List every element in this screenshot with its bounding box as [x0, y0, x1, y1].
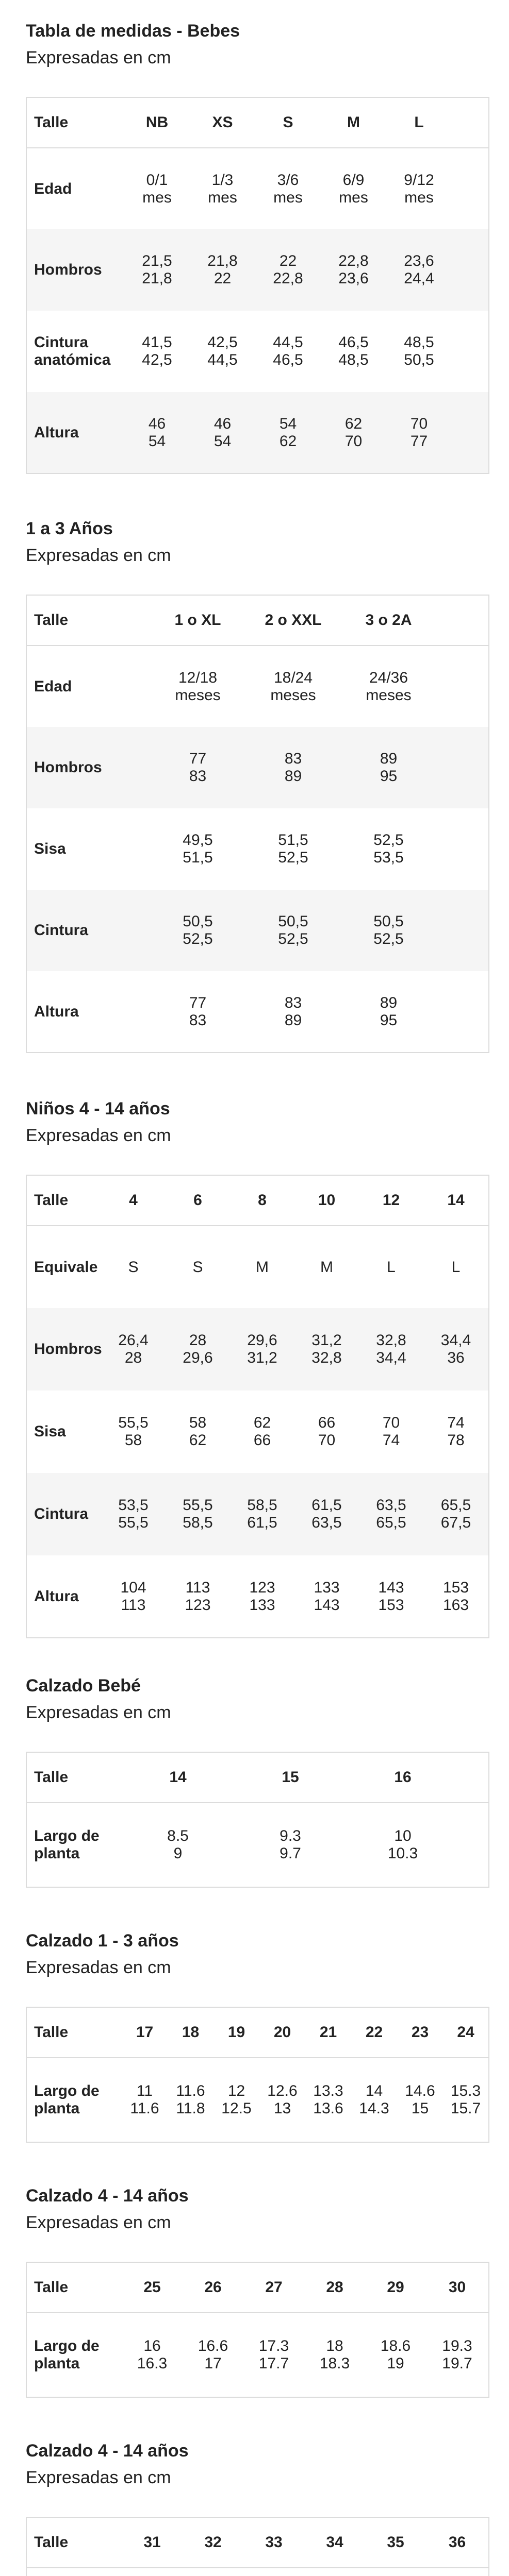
table-row: [26, 1308, 489, 1391]
table-cell: S: [192, 1258, 203, 1276]
table-row: [26, 971, 489, 1053]
size-header: 8: [230, 1175, 294, 1226]
table-row: [26, 890, 489, 971]
size-table: [26, 2517, 489, 2576]
header-label: Talle: [26, 2517, 122, 2568]
row-label: Cintura: [26, 1473, 101, 1555]
table-row: [26, 1803, 489, 1887]
table-cell: [183, 2568, 243, 2576]
section-title: Tabla de medidas - Bebes: [26, 21, 240, 41]
section-subtitle: Expresadas en cm: [26, 48, 171, 67]
size-header: 29: [365, 2262, 426, 2313]
table-cell: 17.3 17.7: [258, 2337, 289, 2372]
table-row: [26, 2568, 489, 2576]
section-subtitle: Expresadas en cm: [26, 546, 171, 565]
table-row: [26, 808, 489, 890]
table-row: [26, 1555, 489, 1638]
section-title: 1 a 3 Años: [26, 519, 113, 538]
table-cell: 50,5 52,5: [341, 890, 436, 971]
table-cell: 62 70: [321, 392, 386, 473]
table-row: [26, 148, 489, 229]
row-label: Cintura anatómica: [34, 334, 111, 368]
size-header: 14: [423, 1175, 489, 1226]
size-header: 36: [426, 2517, 489, 2568]
table-cell: 21,5 21,8: [124, 229, 190, 311]
size-header: 12: [359, 1175, 423, 1226]
section-title: Calzado 1 - 3 años: [26, 1931, 179, 1951]
table-cell: 14.6 15: [405, 2082, 435, 2117]
table-cell: 70 77: [386, 392, 452, 473]
size-header: 23: [397, 2007, 443, 2058]
table-cell: 70 74: [382, 1414, 400, 1449]
table-cell: 12.6 13: [267, 2082, 298, 2117]
size-table: [26, 2262, 489, 2398]
row-label: Edad: [34, 677, 72, 695]
row-label: [26, 2568, 122, 2576]
size-table: [26, 1175, 489, 1638]
size-table: [26, 595, 489, 1053]
table-cell: 16 16.3: [137, 2337, 168, 2372]
size-header: 10: [294, 1175, 359, 1226]
row-label: Equivale: [34, 1258, 98, 1276]
size-header: 19: [214, 2007, 259, 2058]
table-cell: 15.3 15.7: [450, 2082, 481, 2117]
table-row: [26, 2058, 489, 2142]
table-cell: [426, 2568, 489, 2576]
size-header: 34: [304, 2517, 365, 2568]
section-title: Calzado 4 - 14 años: [26, 2186, 189, 2206]
table-cell: 22 22,8: [255, 229, 321, 311]
table-cell: 55,5 58,5: [166, 1473, 230, 1555]
size-header: 2 o XXL: [245, 595, 341, 646]
size-header: 35: [365, 2517, 426, 2568]
table-cell: [304, 2568, 365, 2576]
table-row: [26, 1473, 489, 1555]
table-cell: 143 153: [378, 1579, 404, 1614]
size-header: NB: [124, 97, 190, 148]
table-header-row: [26, 595, 489, 646]
size-header: 30: [426, 2262, 489, 2313]
section-subtitle: Expresadas en cm: [26, 2468, 171, 2487]
table-cell: 18/24 meses: [270, 669, 316, 704]
row-label: Sisa: [34, 840, 66, 857]
table-cell: 1/3 mes: [208, 171, 237, 206]
table-cell: 13.3 13.6: [313, 2082, 343, 2117]
table-cell: 52,5 53,5: [373, 832, 404, 866]
header-label: Talle: [26, 1175, 101, 1226]
table-row: [26, 646, 489, 727]
table-cell: 55,5 58: [118, 1414, 149, 1449]
table-cell: [365, 2568, 426, 2576]
size-header: 21: [305, 2007, 351, 2058]
table-cell: 12 12.5: [221, 2082, 252, 2117]
size-header: 3 o 2A: [341, 595, 436, 646]
table-cell: 0/1 mes: [142, 171, 172, 206]
table-cell: 63,5 65,5: [359, 1473, 423, 1555]
table-cell: 14 14.3: [359, 2082, 389, 2117]
size-header: 26: [183, 2262, 243, 2313]
table-cell: 21,8 22: [190, 229, 255, 311]
size-table: [26, 2007, 489, 2143]
size-header: 17: [122, 2007, 168, 2058]
row-label: Hombros: [26, 229, 124, 311]
table-cell: 41,5 42,5: [142, 334, 172, 368]
section-subtitle: Expresadas en cm: [26, 1958, 171, 1977]
table-cell: 9.3 9.7: [280, 1827, 301, 1862]
table-cell: 133 143: [314, 1579, 340, 1614]
row-label: Altura: [26, 392, 124, 473]
table-cell: 8.5 9: [167, 1827, 189, 1862]
table-header-row: [26, 1752, 489, 1803]
table-cell: 18.6 19: [380, 2337, 411, 2372]
table-row: [26, 1391, 489, 1473]
table-cell: 6/9 mes: [339, 171, 368, 206]
table-cell: 16.6 17: [198, 2337, 228, 2372]
table-cell: 10 10.3: [387, 1827, 418, 1862]
table-cell: 65,5 67,5: [423, 1473, 489, 1555]
table-cell: 153 163: [442, 1579, 469, 1614]
row-label: Sisa: [34, 1423, 66, 1440]
table-cell: [243, 2568, 304, 2576]
table-cell: M: [320, 1258, 333, 1276]
table-cell: 19.3 19.7: [442, 2337, 472, 2372]
row-label: Largo de planta: [34, 1827, 100, 1862]
table-row: [26, 229, 489, 311]
table-cell: 113 123: [185, 1579, 211, 1614]
table-cell: 18 18.3: [319, 2337, 350, 2372]
table-cell: 46 54: [190, 392, 255, 473]
table-cell: L: [451, 1258, 461, 1276]
row-label: Hombros: [26, 1308, 101, 1391]
size-header: 28: [304, 2262, 365, 2313]
table-cell: 24/36 meses: [366, 669, 412, 704]
table-cell: 58 62: [189, 1414, 207, 1449]
table-cell: 104 113: [120, 1579, 146, 1614]
table-cell: 53,5 55,5: [101, 1473, 166, 1555]
size-header: 15: [234, 1752, 347, 1803]
header-label: Talle: [26, 2007, 122, 2058]
table-cell: 34,4 36: [423, 1308, 489, 1391]
size-header: 33: [243, 2517, 304, 2568]
table-header-row: [26, 1175, 489, 1226]
size-header: S: [255, 97, 321, 148]
table-header-row: [26, 2517, 489, 2568]
table-cell: 50,5 52,5: [150, 890, 245, 971]
table-cell: 61,5 63,5: [294, 1473, 359, 1555]
size-header: 24: [443, 2007, 489, 2058]
header-label: Talle: [26, 97, 124, 148]
table-cell: 54 62: [255, 392, 321, 473]
table-cell: 83 89: [245, 727, 341, 808]
table-cell: 3/6 mes: [273, 171, 303, 206]
table-cell: 11.6 11.8: [176, 2082, 205, 2117]
table-cell: 49,5 51,5: [183, 832, 213, 866]
table-cell: 29,6 31,2: [230, 1308, 294, 1391]
row-label: Largo de planta: [34, 2082, 100, 2117]
table-cell: 32,8 34,4: [359, 1308, 423, 1391]
table-cell: 77 83: [150, 727, 245, 808]
table-cell: 26,4 28: [101, 1308, 166, 1391]
table-cell: S: [128, 1258, 139, 1276]
table-cell: 123 133: [249, 1579, 275, 1614]
header-label: Talle: [26, 1752, 122, 1803]
table-cell: [122, 2568, 183, 2576]
table-cell: 77 83: [189, 994, 207, 1029]
size-header: M: [321, 97, 386, 148]
row-label: Cintura: [26, 890, 150, 971]
size-header: 1 o XL: [150, 595, 245, 646]
size-header: L: [386, 97, 452, 148]
table-cell: 89 95: [380, 994, 398, 1029]
size-header: 16: [347, 1752, 459, 1803]
table-cell: 46,5 48,5: [338, 334, 369, 368]
table-cell: 83 89: [284, 994, 302, 1029]
row-label: Hombros: [26, 727, 150, 808]
size-header: 20: [259, 2007, 305, 2058]
size-header: 6: [166, 1175, 230, 1226]
table-cell: 23,6 24,4: [386, 229, 452, 311]
section-title: Calzado Bebé: [26, 1676, 141, 1696]
row-label: Largo de planta: [34, 2337, 100, 2372]
size-header: 4: [101, 1175, 166, 1226]
section-subtitle: Expresadas en cm: [26, 1703, 171, 1722]
table-cell: 9/12 mes: [404, 171, 434, 206]
table-row: [26, 311, 489, 392]
table-row: [26, 2313, 489, 2397]
table-cell: 50,5 52,5: [245, 890, 341, 971]
table-cell: 31,2 32,8: [294, 1308, 359, 1391]
table-cell: 89 95: [341, 727, 436, 808]
table-cell: 62 66: [253, 1414, 271, 1449]
table-cell: 44,5 46,5: [273, 334, 303, 368]
table-cell: 66 70: [318, 1414, 336, 1449]
table-cell: 58,5 61,5: [230, 1473, 294, 1555]
table-cell: 74 78: [447, 1414, 465, 1449]
table-row: [26, 392, 489, 473]
section-title: Niños 4 - 14 años: [26, 1099, 170, 1118]
row-label: Altura: [34, 1003, 79, 1020]
size-header: 22: [351, 2007, 397, 2058]
table-cell: 48,5 50,5: [404, 334, 434, 368]
table-cell: 12/18 meses: [175, 669, 221, 704]
table-cell: L: [387, 1258, 396, 1276]
table-cell: 11 11.6: [130, 2082, 159, 2117]
size-header: 14: [122, 1752, 234, 1803]
table-cell: 28 29,6: [166, 1308, 230, 1391]
section-title: Calzado 4 - 14 años: [26, 2441, 189, 2461]
table-header-row: [26, 97, 489, 148]
header-label: Talle: [26, 595, 150, 646]
table-cell: M: [256, 1258, 269, 1276]
size-header: 27: [243, 2262, 304, 2313]
row-label: Altura: [34, 1587, 79, 1605]
table-header-row: [26, 2262, 489, 2313]
size-header: 32: [183, 2517, 243, 2568]
table-cell: 22,8 23,6: [321, 229, 386, 311]
table-row: [26, 1226, 489, 1308]
header-label: Talle: [26, 2262, 122, 2313]
table-header-row: [26, 2007, 489, 2058]
size-table: [26, 1752, 489, 1888]
table-cell: 46 54: [124, 392, 190, 473]
table-row: [26, 727, 489, 808]
size-table: [26, 97, 489, 474]
table-cell: 51,5 52,5: [278, 832, 308, 866]
size-header: 18: [168, 2007, 214, 2058]
section-subtitle: Expresadas en cm: [26, 1126, 171, 1145]
size-header: 31: [122, 2517, 183, 2568]
size-header: 25: [122, 2262, 183, 2313]
section-subtitle: Expresadas en cm: [26, 2213, 171, 2232]
size-header: XS: [190, 97, 255, 148]
table-cell: 42,5 44,5: [207, 334, 238, 368]
row-label: Edad: [34, 180, 72, 197]
